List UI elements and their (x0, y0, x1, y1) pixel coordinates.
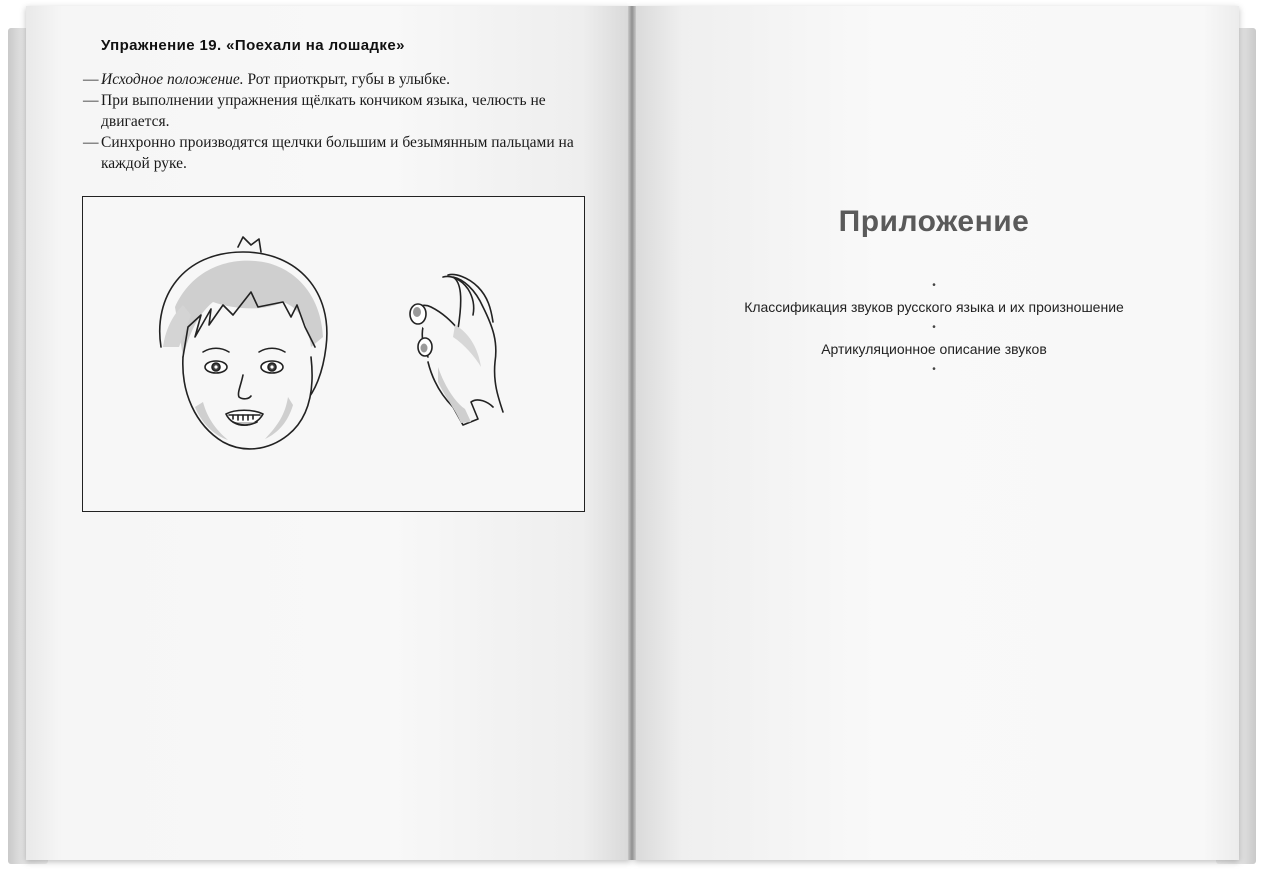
appendix-entry: Классификация звуков русского языка и их произношение (744, 299, 1124, 315)
instruction-item (83, 132, 588, 174)
instruction-item (83, 69, 588, 90)
dash-marker: — (83, 134, 99, 151)
instruction-text: Рот приоткрыт, губы в улыбке. (243, 71, 450, 88)
instruction-item (83, 90, 588, 132)
right-page (634, 6, 1239, 860)
exercise-instructions (83, 69, 588, 174)
instruction-lead: Исходное положение. (101, 71, 244, 88)
dash-marker: — (83, 71, 99, 88)
appendix-contents (634, 280, 1234, 376)
bullet-separator: • (932, 280, 936, 291)
child-face-illustration-icon (160, 237, 327, 449)
appendix-title: Приложение (838, 205, 1030, 238)
bullet-separator: • (932, 364, 936, 375)
book-spine (628, 6, 636, 860)
snapping-hand-illustration-icon (410, 275, 503, 426)
exercise-title: Упражнение 19. «Поехали на лошадке» (101, 37, 405, 54)
appendix-entry: Артикуляционное описание звуков (821, 341, 1047, 357)
instruction-text: Синхронно производятся щелчки большим и безымянным пальцами на каждой руке. (101, 134, 574, 172)
exercise-illustration (82, 196, 585, 512)
instruction-text: При выполнении упражнения щёлкать кончиком языка, челюсть не двигается. (101, 92, 546, 130)
bullet-separator: • (932, 322, 936, 333)
dash-marker: — (83, 92, 99, 109)
